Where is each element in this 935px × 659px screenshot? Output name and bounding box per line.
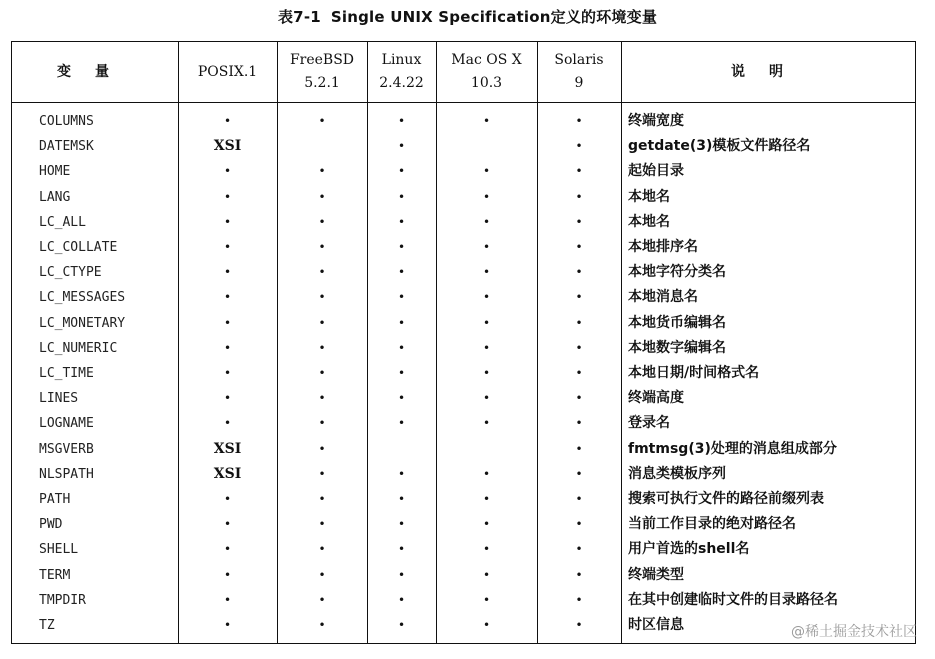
variable-description: 时区信息 [628,617,684,633]
header-variable: 变量 [57,63,133,80]
header-posix [178,42,277,102]
header-description: 说明 [731,63,807,80]
solaris-support-cell: • [575,441,583,456]
variable-description: 本地数字编辑名 [628,339,726,356]
posix-support-cell: • [223,517,232,532]
header-solaris-line2: 9 [574,75,584,91]
linux-support-cell: • [397,265,406,280]
caption-number: 表7-1 [277,8,321,26]
variable-name: DATEMSK [39,139,94,155]
linux-support-cell: • [397,366,406,380]
variable-description: 终端类型 [628,566,684,583]
solaris-support-cell: • [575,340,583,355]
variable-name: LOGNAME [39,416,94,432]
header-linux [367,42,436,102]
posix-support-cell: XSI [213,440,242,457]
variable-description: 本地名 [628,188,670,205]
variable-name: LINES [39,391,79,407]
posix-support-cell: • [223,567,232,582]
variable-name: PWD [39,517,63,533]
variable-description: 起始目录 [628,163,684,180]
variable-name: MSGVERB [39,441,94,457]
mac-support-cell [436,437,537,462]
linux-support-cell: • [397,315,406,330]
solaris-support-cell: • [575,290,583,305]
posix-support-cell: • [223,592,232,607]
mac-support-cell: • [482,542,491,557]
solaris-support-cell: • [575,366,583,380]
posix-support-cell: XSI [213,465,242,482]
freebsd-support-cell: • [318,517,326,532]
linux-support-cell: • [397,492,406,506]
mac-support-cell: • [482,265,491,280]
freebsd-support-cell: • [318,189,326,204]
linux-support-cell: • [397,114,406,128]
linux-support-cell: • [397,567,406,582]
table-row [12,361,915,386]
header-solaris-line1: Solaris [554,52,604,68]
mac-support-cell: • [482,214,491,229]
variable-name: LC_NUMERIC [39,340,118,356]
linux-support-cell: • [397,164,406,179]
solaris-support-cell: • [575,416,583,431]
solaris-support-cell: • [575,492,583,506]
table-row [12,134,915,159]
solaris-support-cell: • [575,517,583,532]
variable-description: 本地排序名 [628,239,698,255]
header-solaris [537,42,621,102]
table-row [12,260,915,285]
solaris-support-cell: • [575,592,583,607]
linux-support-cell: • [397,240,406,254]
header-freebsd [277,42,367,102]
table-row [12,613,915,638]
table-row [12,512,915,537]
variable-name: PATH [39,492,71,507]
freebsd-support-cell: • [318,265,326,280]
mac-support-cell: • [482,164,491,179]
freebsd-support-cell: • [318,492,326,506]
variable-name: LC_ALL [39,214,86,230]
solaris-support-cell: • [575,164,583,179]
mac-support-cell: • [482,492,491,506]
linux-support-cell [367,437,436,462]
freebsd-support-cell: • [318,466,326,481]
variable-description: 终端高度 [628,390,684,407]
table-row [12,159,915,184]
mac-support-cell: • [482,517,491,532]
posix-support-cell: • [223,189,232,204]
freebsd-support-cell: • [318,240,326,254]
linux-support-cell: • [397,592,406,607]
header-freebsd-line2: 5.2.1 [304,75,340,91]
variable-name: COLUMNS [39,114,94,129]
table-row [12,311,915,336]
variable-name: SHELL [39,542,79,558]
table-caption [0,6,935,27]
mac-support-cell: • [482,466,491,481]
table-row [12,563,915,588]
freebsd-support-cell: • [318,164,326,179]
posix-support-cell: • [223,240,232,254]
mac-support-cell: • [482,567,491,582]
header-freebsd-line1: FreeBSD [289,52,355,68]
freebsd-support-cell: • [318,416,326,431]
table-row [12,285,915,310]
posix-support-cell: • [223,315,232,330]
posix-support-cell: • [223,114,232,128]
variable-name: TZ [39,618,55,633]
watermark: @稀土掘金技术社区 [791,624,917,640]
solaris-support-cell: • [575,114,583,128]
mac-support-cell [436,134,537,159]
variable-description: 本地日期/时间格式名 [628,365,760,381]
posix-support-cell: • [223,290,232,305]
freebsd-support-cell: • [318,567,326,582]
variable-name: NLSPATH [39,466,94,482]
mac-support-cell: • [482,189,491,204]
variable-description: 终端宽度 [628,113,684,129]
posix-support-cell: • [223,214,232,229]
freebsd-support-cell: • [318,214,326,229]
solaris-support-cell: • [575,265,583,280]
mac-support-cell: • [482,592,491,607]
solaris-support-cell: • [575,618,583,632]
table-row [12,537,915,562]
caption-title: Single UNIX Specification定义的环境变量 [330,8,658,26]
mac-support-cell: • [482,240,491,254]
table-row [12,487,915,512]
variable-description: 消息类模板序列 [628,465,726,482]
posix-support-cell: • [223,492,232,506]
table-row [12,109,915,134]
mac-support-cell: • [482,340,491,355]
header-posix-line1: POSIX.1 [197,63,258,80]
table-row [12,411,915,436]
freebsd-support-cell: • [318,391,326,406]
variable-description: 本地名 [628,213,670,230]
freebsd-support-cell: • [318,114,326,128]
linux-support-cell: • [397,214,406,229]
solaris-support-cell: • [575,214,583,229]
env-variable-table [11,41,916,644]
linux-support-cell: • [397,139,406,154]
table-row [12,386,915,411]
variable-description: 在其中创建临时文件的目录路径名 [628,591,838,608]
variable-description: fmtmsg(3)处理的消息组成部分 [628,440,837,457]
freebsd-support-cell: • [318,290,326,305]
linux-support-cell: • [397,189,406,204]
variable-name: TMPDIR [39,592,86,608]
variable-description: 搜索可执行文件的路径前缀列表 [628,491,824,507]
variable-name: HOME [39,164,71,180]
variable-name: LC_MESSAGES [39,290,126,306]
linux-support-cell: • [397,517,406,532]
variable-description: 本地货币编辑名 [628,314,726,331]
solaris-support-cell: • [575,567,583,582]
linux-support-cell: • [397,391,406,406]
variable-name: LC_COLLATE [39,240,118,255]
variable-description: 用户首选的shell名 [628,541,750,558]
header-macosx-line1: Mac OS X [451,52,522,68]
header-macosx-line2: 10.3 [470,75,503,91]
posix-support-cell: • [223,340,232,355]
freebsd-support-cell [277,134,367,159]
variable-name: LC_MONETARY [39,315,126,331]
linux-support-cell: • [397,466,406,481]
linux-support-cell: • [397,416,406,431]
linux-support-cell: • [397,340,406,355]
freebsd-support-cell: • [318,366,326,380]
table-row [12,588,915,613]
table-row [12,437,915,462]
mac-support-cell: • [482,366,491,380]
posix-support-cell: • [223,618,232,632]
posix-support-cell: • [223,391,232,406]
freebsd-support-cell: • [318,340,326,355]
posix-support-cell: • [223,366,232,380]
mac-support-cell: • [482,315,491,330]
header-linux-line2: 2.4.22 [379,75,424,91]
variable-description: 当前工作目录的绝对路径名 [628,516,796,533]
table-row [12,462,915,487]
posix-support-cell: • [223,416,232,431]
solaris-support-cell: • [575,240,583,254]
solaris-support-cell: • [575,315,583,330]
posix-support-cell: • [223,164,232,179]
posix-support-cell: • [223,265,232,280]
mac-support-cell: • [482,290,491,305]
table-row [12,210,915,235]
variable-description: 本地字符分类名 [628,264,726,281]
variable-description: 登录名 [628,415,670,432]
linux-support-cell: • [397,290,406,305]
variable-description: 本地消息名 [628,289,698,306]
freebsd-support-cell: • [318,592,326,607]
freebsd-support-cell: • [318,315,326,330]
posix-support-cell: XSI [213,138,242,155]
mac-support-cell: • [482,114,491,128]
freebsd-support-cell: • [318,441,326,456]
variable-name: TERM [39,567,71,583]
posix-support-cell: • [223,542,232,557]
variable-name: LC_CTYPE [39,265,102,281]
table-row [12,336,915,361]
solaris-support-cell: • [575,391,583,406]
solaris-support-cell: • [575,542,583,557]
table-header [12,42,915,103]
mac-support-cell: • [482,391,491,406]
solaris-support-cell: • [575,189,583,204]
variable-description: getdate(3)模板文件路径名 [628,138,811,155]
freebsd-support-cell: • [318,618,326,632]
freebsd-support-cell: • [318,542,326,557]
solaris-support-cell: • [575,466,583,481]
table-row [12,235,915,260]
linux-support-cell: • [397,618,406,632]
header-macosx [436,42,537,102]
header-linux-line1: Linux [381,52,422,68]
mac-support-cell: • [482,416,491,431]
variable-name: LANG [39,189,71,205]
mac-support-cell: • [482,618,491,632]
variable-name: LC_TIME [39,366,94,381]
table-row [12,185,915,210]
linux-support-cell: • [397,542,406,557]
solaris-support-cell: • [575,139,583,154]
